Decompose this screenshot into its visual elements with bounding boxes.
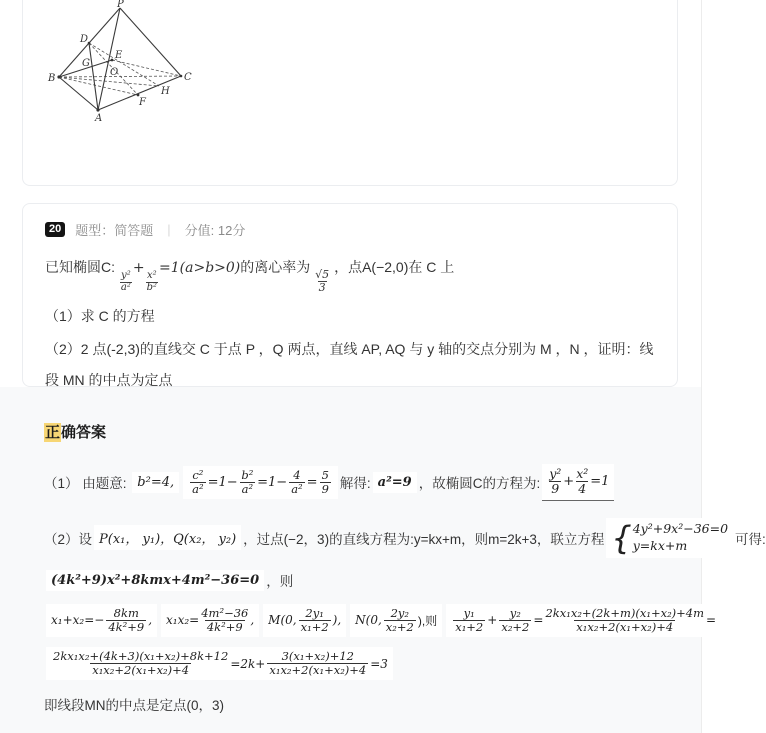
point-label-d: D	[80, 34, 89, 45]
point-label-p: P	[117, 0, 124, 10]
math-sum-expression: $\frac{\text{y₁}}{\text{x₁+2}}$ + $\frac{\text{y₂}}{\text{x₂+2}}$ = $\frac{\text{2kx₁x₂+(2k+m)(x₁+x₂)+4m}}{\text{x₁x₂+2(x₁+x₂)+4}}$ =	[446, 604, 721, 637]
answer-conclusion: 即线段MN的中点是定点(0，3)	[44, 698, 225, 714]
point-label-e: E	[115, 50, 123, 61]
system-brace: {	[611, 518, 632, 557]
answer-line-2: （2）设 P(x₁， y₁)，Q(x₂， y₂) ，过点(−2，3)的直线方程为:y=kx+m，则m=2k+3，联立方程 { 4y²+9x²−36=0 y=kx+m 可得:	[44, 518, 766, 557]
point-label-h: H	[161, 86, 170, 97]
answer-heading-highlight: 正	[45, 424, 61, 441]
math-quadratic: (4k²+9)x²+8kmx+4m²−36=0	[46, 570, 264, 591]
answer-section	[0, 387, 766, 733]
stem-text-mid: 的离心率为	[240, 259, 311, 275]
math-equation-system: { 4y²+9x²−36=0 y=kx+m	[606, 518, 733, 558]
fraction-y2-a2: $\frac{\text{y²}}{\text{a²}}$	[120, 270, 131, 293]
point-label-g: G	[82, 58, 90, 69]
math-point-n: N(0, $\frac{\text{2y₂}}{\text{x₂+2}}$ ),则	[350, 604, 442, 637]
question-card	[22, 203, 678, 387]
question-header	[45, 220, 655, 239]
answer-line-3: (4k²+9)x²+8kmx+4m²−36=0 ，则	[44, 570, 661, 591]
answer-line-1: （1） 由题意: b²=4, $\frac{\text{c²}}{\text{a²}}$ =1− $\frac{\text{b²}}{\text{a²}}$ =1− $\frac{4}{\text{a²}}$ = $\frac{5}{9}$ 解得: a²=9 ，故椭圆C的方程为: $\frac{\text{y²}}{9}$ + $\frac{\text{x²}}{4}$ =1	[44, 464, 661, 501]
point-label-f: F	[139, 97, 146, 108]
question-stem: 已知椭圆C: $\frac{\text{y²}}{\text{a²}}$ + $\frac{\text{x²}}{\text{b²}}$ =1(a>b>0)的离心率为 $\frac{√5}{3}$ ，点A(−2,0)在 C 上	[45, 259, 455, 294]
question-part-1: （1）求 C 的方程	[45, 308, 155, 325]
geometry-figure	[47, 0, 192, 124]
math-simplification: $\frac{\text{2kx₁x₂+(4k+3)(x₁+x₂)+8k+12}}{\text{x₁x₂+2(x₁+x₂)+4}}$ =2k+ $\frac{\text{3(x₁+x₂)+12}}{\text{x₁x₂+2(x₁+x₂)+4}}$ =3	[46, 647, 393, 680]
answer-heading: 正确答案	[45, 424, 107, 441]
stem-text-pre: 已知椭圆C:	[45, 259, 115, 275]
math-ellipse-equation: $\frac{\text{y²}}{9}$ + $\frac{\text{x²}}{4}$ =1	[542, 464, 614, 501]
point-label-c: C	[184, 72, 192, 83]
math-point-m: M(0, $\frac{\text{2y₁}}{\text{x₁+2}}$ ),	[263, 604, 346, 637]
figure-card	[22, 0, 678, 186]
fraction-sqrt5-3: $\frac{√5}{3}$	[315, 268, 330, 294]
question-type-label: 题型：简答题	[75, 223, 154, 238]
math-pq-points: P(x₁， y₁)，Q(x₂， y₂)	[94, 525, 241, 550]
math-vieta-sum: x₁+x₂=− $\frac{8km}{\text{4k²+9}}$ ,	[46, 604, 157, 637]
answer-line-4	[44, 604, 717, 637]
point-label-o: O	[110, 67, 119, 78]
geometry-figure-image	[47, 0, 192, 124]
question-part-2: （2）2 点(-2,3)的直线交 C 于点 P ，Q 两点，直线 AP, AQ 与 y 轴的交点分别为 M ，N ，证明：线段 MN 的中点为定点	[45, 341, 654, 389]
answer-line-5	[44, 647, 661, 680]
math-vieta-product: x₁x₂= $\frac{\text{4m²−36}}{\text{4k²+9}}$ ,	[161, 604, 259, 637]
header-divider: |	[167, 222, 171, 237]
question-score-label: 分值: 12分	[184, 223, 246, 238]
math-eccentricity-chain: $\frac{\text{c²}}{\text{a²}}$ =1− $\frac{\text{b²}}{\text{a²}}$ =1− $\frac{4}{\text{a²}}$ = $\frac{5}{9}$	[183, 466, 338, 499]
math-a2: a²=9	[373, 472, 417, 493]
stem-equation: =1(a>b>0)	[159, 260, 241, 276]
fraction-x2-b2: $\frac{\text{x²}}{\text{b²}}$	[146, 270, 158, 293]
math-b2: b²=4,	[132, 472, 179, 493]
question-number-badge: 20	[45, 222, 65, 237]
stem-text-end: ，点A(−2,0)在 C 上	[334, 259, 455, 275]
point-label-b: B	[48, 73, 56, 84]
point-label-a: A	[95, 113, 103, 124]
